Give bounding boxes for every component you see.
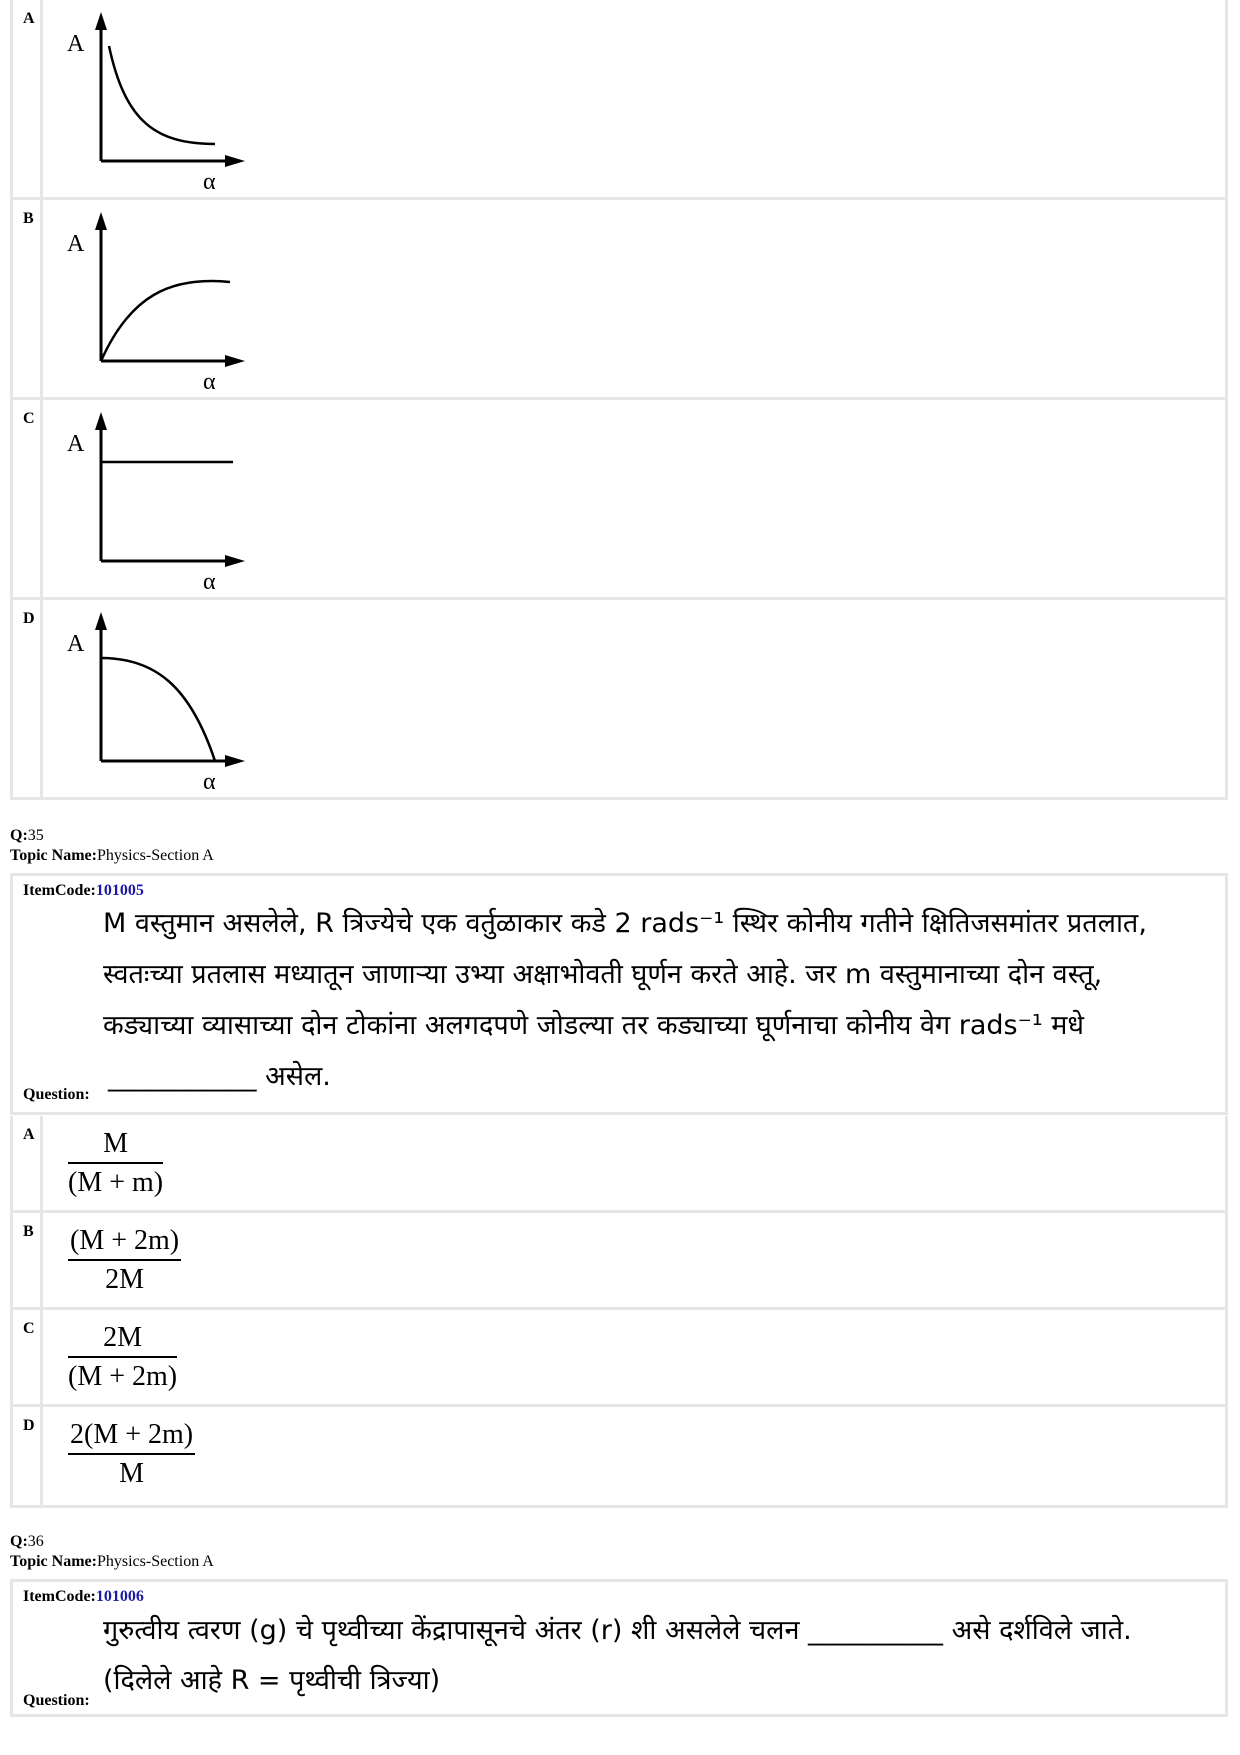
numerator: 2(M + 2m) (68, 1417, 195, 1455)
x-axis-label: α (203, 369, 216, 391)
x-axis-label: α (203, 169, 216, 191)
numerator: M (68, 1126, 163, 1164)
question-line: गुरुत्वीय त्वरण (g) चे पृथ्वीच्या केंद्रापासूनचे अंतर (r) शी असलेले चलन __________ असे दर्शविले जाते. (103, 1615, 1132, 1646)
numerator: (M + 2m) (68, 1223, 181, 1261)
option-label: D (13, 600, 43, 797)
q-prefix: Q: (10, 1533, 28, 1550)
item-code: ItemCode:101005 (23, 882, 144, 899)
denominator: 2M (105, 1264, 145, 1295)
q34-option-c[interactable] (13, 400, 1225, 597)
question-text (103, 898, 1209, 1102)
q35-option-d[interactable] (13, 1407, 1225, 1505)
y-axis-label: A (67, 231, 85, 257)
q34-option-b[interactable] (13, 200, 1225, 397)
q34-option-a[interactable] (13, 0, 1225, 197)
option-label: C (13, 400, 43, 597)
question-line: (दिलेले आहे R = पृथ्वीची त्रिज्या) (103, 1665, 441, 1696)
q34-option-d[interactable] (13, 600, 1225, 797)
topic-name: Physics-Section A (96, 1553, 214, 1570)
question-number: 36 (27, 1533, 44, 1550)
q35-option-a[interactable] (13, 1116, 1225, 1210)
q34-options-block (10, 0, 1228, 800)
x-axis-label: α (203, 569, 216, 591)
fraction (68, 1320, 177, 1396)
option-label: D (13, 1407, 43, 1505)
option-label: C (13, 1310, 43, 1404)
question-label: Question: (23, 1086, 90, 1103)
q35-option-b[interactable] (13, 1213, 1225, 1307)
q35-question-box (10, 873, 1228, 1115)
topic-prefix: Topic Name: (10, 847, 97, 864)
y-axis-label: A (67, 631, 85, 657)
denominator: (M + 2m) (68, 1361, 178, 1392)
question-number: 35 (27, 827, 44, 844)
numerator: 2M (68, 1320, 177, 1358)
y-axis-label: A (67, 31, 85, 57)
option-label: A (13, 0, 43, 197)
item-code: ItemCode:101006 (23, 1588, 144, 1605)
topic-name: Physics-Section A (96, 847, 214, 864)
denominator: (M + m) (68, 1167, 164, 1198)
question-line: कड्याच्या व्यासाच्या दोन टोकांना अलगदपणे जोडल्या तर कड्याच्या घूर्णनाचा कोनीय वेग rads⁻¹ मधे (103, 1010, 1085, 1041)
x-axis-label: α (203, 769, 216, 791)
question-line: स्वतःच्या प्रतलास मध्यातून जाणाऱ्या उभ्या अक्षाभोवती घूर्णन करते आहे. जर m वस्तुमानाच्या दोन वस्तू, (103, 959, 1103, 990)
q35-options-block (10, 1116, 1228, 1508)
question-text (103, 1606, 1209, 1706)
option-label: A (13, 1116, 43, 1210)
denominator: M (119, 1458, 145, 1489)
q35-meta (10, 826, 214, 866)
constant-line-graph (55, 406, 255, 591)
q-prefix: Q: (10, 827, 28, 844)
question-line: ___________ असेल. (108, 1061, 331, 1092)
topic-prefix: Topic Name: (10, 1553, 97, 1570)
question-label: Question: (23, 1692, 90, 1709)
increasing-curve-graph (55, 206, 255, 391)
decreasing-curve-graph (55, 6, 255, 191)
fraction (68, 1417, 195, 1493)
q36-meta (10, 1532, 214, 1572)
option-label: B (13, 1213, 43, 1307)
y-axis-label: A (67, 431, 85, 457)
question-line: M वस्तुमान असलेले, R त्रिज्येचे एक वर्तुळाकार कडे 2 rads⁻¹ स्थिर कोनीय गतीने क्षितिजसमांतर प्रतलात, (103, 908, 1147, 939)
decreasing-concave-graph (55, 606, 255, 791)
fraction (68, 1223, 181, 1299)
q36-question-box (10, 1579, 1228, 1717)
q35-option-c[interactable] (13, 1310, 1225, 1404)
option-label: B (13, 200, 43, 397)
fraction (68, 1126, 163, 1202)
